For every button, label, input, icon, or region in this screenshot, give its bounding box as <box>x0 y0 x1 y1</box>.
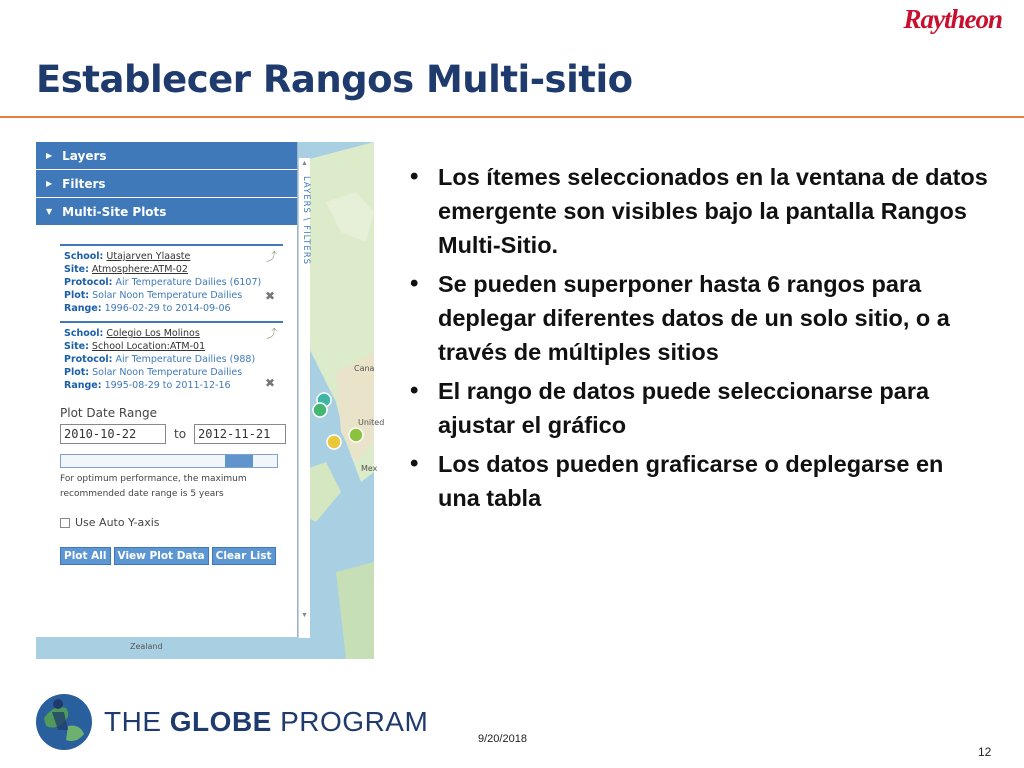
chevron-down-icon: ▼ <box>46 207 53 216</box>
close-icon[interactable]: ✖ <box>264 376 275 390</box>
scroll-down-icon[interactable]: ▼ <box>301 612 308 619</box>
map-label-canada: Cana <box>354 364 375 373</box>
range-label: Range: <box>64 303 102 314</box>
plot-value: Solar Noon Temperature Dailies <box>92 367 243 378</box>
date-to-label: to <box>174 427 187 441</box>
title-divider <box>0 116 1024 118</box>
program-bold: GLOBE <box>169 706 272 737</box>
site-entry <box>60 321 283 398</box>
program-suffix: PROGRAM <box>280 706 429 737</box>
range-label: Range: <box>64 380 102 391</box>
school-label: School: <box>64 251 104 262</box>
bullet-item <box>410 374 990 442</box>
page-number: 12 <box>978 745 992 759</box>
plot-label: Plot: <box>64 290 90 301</box>
site-label: Site: <box>64 264 89 275</box>
clear-list-button[interactable]: Clear List <box>212 547 276 565</box>
auto-y-axis-checkbox[interactable] <box>60 518 70 528</box>
accordion-multi-site-plots[interactable] <box>36 198 297 226</box>
slider-range-handle[interactable] <box>225 455 253 467</box>
site-label: Site: <box>64 341 89 352</box>
protocol-label: Protocol: <box>64 277 113 288</box>
protocol-value: Air Temperature Dailies (6107) <box>115 277 262 288</box>
school-link[interactable]: Utajarven Ylaaste <box>106 251 191 262</box>
bullet-dot-icon: • <box>410 270 419 297</box>
map-label-united: United <box>358 418 385 427</box>
accordion-filters-label: Filters <box>62 176 106 191</box>
bullet-text: El rango de datos puede seleccionarse para ajustar el gráfico <box>438 378 930 438</box>
protocol-value: Air Temperature Dailies (988) <box>115 354 256 365</box>
map-label-zealand: Zealand <box>130 642 163 651</box>
accordion-layers[interactable] <box>36 142 297 170</box>
accordion-multi-site-plots-label: Multi-Site Plots <box>62 204 167 219</box>
view-plot-data-button[interactable]: View Plot Data <box>114 547 209 565</box>
auto-y-axis-option[interactable] <box>60 516 283 529</box>
bullet-text: Los ítemes seleccionados en la ventana de datos emergente son visibles bajo la pantalla Rangos Multi-Sitio. <box>438 164 988 258</box>
multi-site-panel <box>36 142 298 637</box>
bullet-text: Los datos pueden graficarse o deplegarse en una tabla <box>438 451 944 511</box>
map-label-mexico: Mex <box>361 464 378 473</box>
auto-y-axis-label: Use Auto Y-axis <box>75 516 160 529</box>
school-link[interactable]: Colegio Los Molinos <box>106 328 200 339</box>
scroll-up-icon[interactable]: ▲ <box>301 160 308 167</box>
range-value: 1996-02-29 to 2014-09-06 <box>104 303 231 314</box>
raytheon-logo: Raytheon <box>903 4 1002 34</box>
site-link[interactable]: Atmosphere:ATM-02 <box>91 264 188 275</box>
chevron-right-icon: ▶ <box>46 179 53 188</box>
app-screenshot <box>36 142 385 659</box>
bullet-item <box>410 267 990 369</box>
bullet-text: Se pueden superponer hasta 6 rangos para deplegar diferentes datos de un solo sitio, o a través de múltiples sitios <box>438 271 950 365</box>
layers-filters-tab-label[interactable]: LAYERS \ FILTERS <box>301 176 311 266</box>
date-to-input[interactable] <box>194 424 286 444</box>
bullet-dot-icon: • <box>410 377 419 404</box>
school-label: School: <box>64 328 104 339</box>
chart-icon[interactable]: ⤴ <box>266 250 277 263</box>
plot-label: Plot: <box>64 367 90 378</box>
globe-logo-icon <box>32 690 96 754</box>
accordion-layers-label: Layers <box>62 148 107 163</box>
plot-date-range-label: Plot Date Range <box>60 406 157 420</box>
footer-date: 9/20/2018 <box>478 733 527 745</box>
close-icon[interactable]: ✖ <box>264 289 275 303</box>
bullet-dot-icon: • <box>410 450 419 477</box>
site-entry <box>60 244 283 321</box>
multi-site-plot-list <box>36 226 297 565</box>
bullet-dot-icon: • <box>410 163 419 190</box>
date-from-input[interactable] <box>60 424 166 444</box>
plot-all-button[interactable]: Plot All <box>60 547 111 565</box>
program-prefix: THE <box>104 706 162 737</box>
slide-title: Establecer Rangos Multi-sitio <box>36 58 633 101</box>
chart-icon[interactable]: ⤴ <box>266 327 277 340</box>
bullet-item <box>410 160 990 262</box>
chevron-right-icon: ▶ <box>46 151 53 160</box>
range-value: 1995-08-29 to 2011-12-16 <box>104 380 231 391</box>
protocol-label: Protocol: <box>64 354 113 365</box>
plot-value: Solar Noon Temperature Dailies <box>92 290 243 301</box>
date-range-slider[interactable] <box>60 454 278 468</box>
performance-hint: For optimum performance, the maximum recommended date range is 5 years <box>60 474 247 499</box>
globe-program-wordmark <box>104 706 428 738</box>
accordion-filters[interactable] <box>36 170 297 198</box>
site-link[interactable]: School Location:ATM-01 <box>91 341 206 352</box>
bullet-item <box>410 447 990 515</box>
bullet-list <box>410 160 990 520</box>
